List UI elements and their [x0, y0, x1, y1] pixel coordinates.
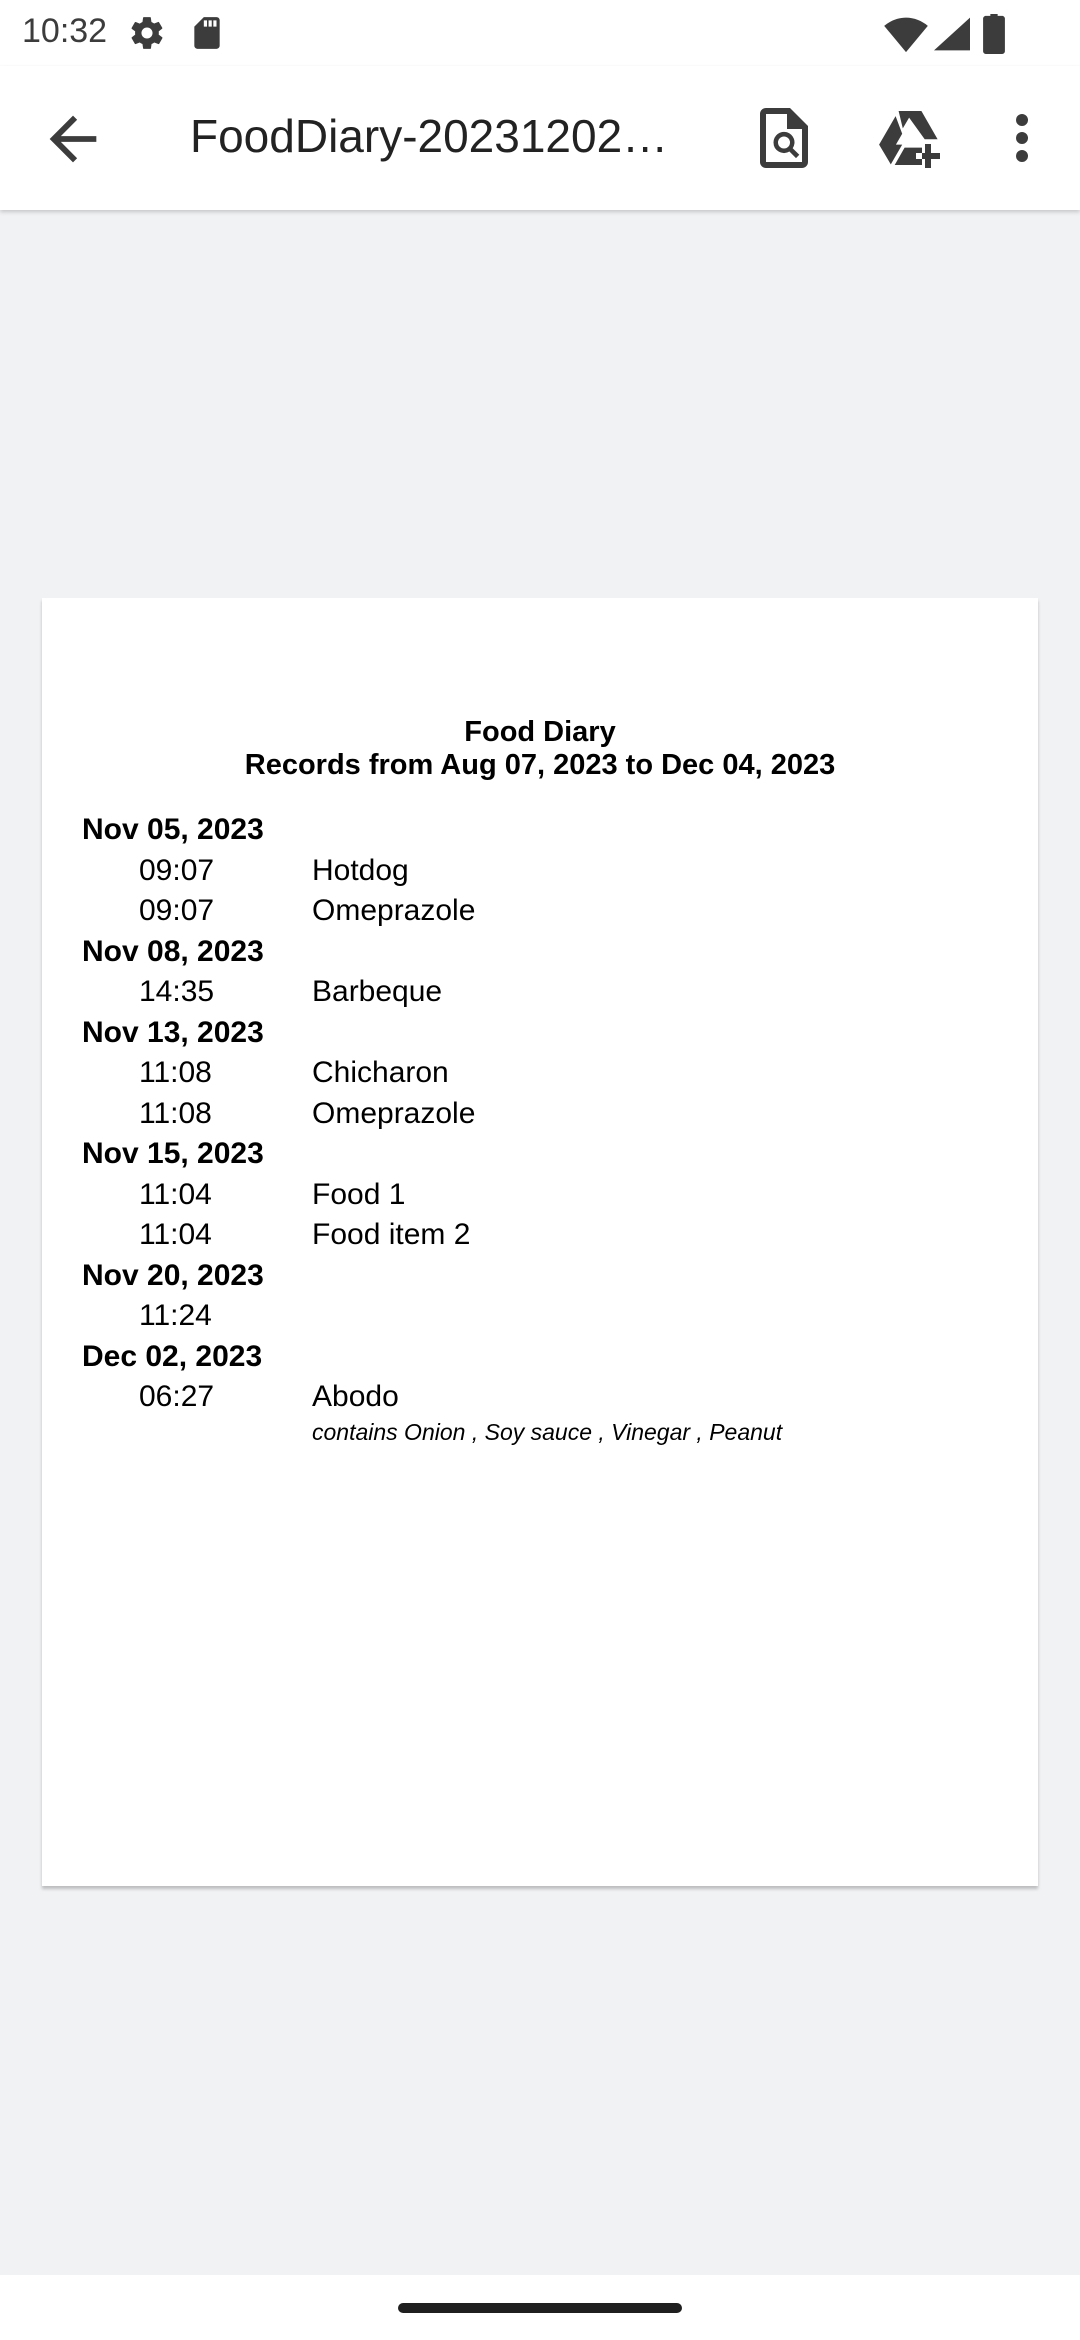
cell-signal-icon: [934, 14, 970, 54]
entry-time: 14:35: [139, 975, 215, 1008]
app-bar: [0, 66, 1080, 210]
save-to-drive-button[interactable]: [874, 102, 946, 174]
find-in-page-icon: [748, 102, 820, 174]
entry-time: 11:08: [139, 1096, 212, 1130]
home-gesture-handle[interactable]: [398, 2303, 682, 2313]
status-time: 10:32: [22, 12, 108, 50]
day-header: Nov 05, 2023: [82, 813, 264, 846]
day-header: Dec 02, 2023: [82, 1339, 263, 1373]
entry-ingredients: contains Onion , Soy sauce , Vinegar , Peanut: [312, 1418, 783, 1445]
entry-item: Abodo: [312, 1380, 399, 1413]
entry-time: 11:04: [139, 1177, 212, 1211]
pdf-viewer[interactable]: [0, 210, 1080, 2275]
entry-time: 09:07: [139, 894, 215, 927]
entry-item: Omeprazole: [312, 894, 476, 927]
entry-item: Food item 2: [312, 1218, 471, 1251]
diary-entry: [82, 972, 1002, 1013]
entry-time: 11:04: [139, 1218, 212, 1251]
diary-entry: [82, 851, 1002, 892]
entry-time: 06:27: [139, 1380, 215, 1413]
more-vert-icon: [986, 102, 1058, 174]
entry-time: 11:08: [139, 1056, 212, 1089]
report-title: Food Diary: [464, 716, 616, 748]
entry-item: Barbeque: [312, 975, 443, 1008]
entry-time: 09:07: [139, 853, 215, 887]
entry-item: Food 1: [312, 1177, 406, 1211]
pdf-page: [42, 598, 1038, 1886]
day-header: Nov 08, 2023: [82, 934, 264, 968]
day-header: Nov 20, 2023: [82, 1258, 264, 1292]
diary-entry: [82, 1175, 1002, 1216]
diary-entry: [82, 891, 1002, 932]
battery-icon: [982, 14, 1006, 54]
day-header: Nov 13, 2023: [82, 1015, 264, 1049]
entry-item: Hotdog: [312, 853, 409, 887]
navigation-bar: [0, 2275, 1080, 2340]
status-bar: [0, 0, 1080, 66]
sd-card-icon: [188, 14, 226, 52]
more-options-button[interactable]: [986, 102, 1058, 174]
arrow-back-icon: [38, 104, 108, 174]
document-title: FoodDiary-20231202…: [190, 110, 669, 162]
back-button[interactable]: [38, 104, 108, 174]
entry-item: Omeprazole: [312, 1096, 476, 1130]
find-in-page-button[interactable]: [748, 102, 820, 174]
diary-entry: [82, 1296, 1002, 1337]
report-date-range: Records from Aug 07, 2023 to Dec 04, 2023: [244, 749, 836, 781]
settings-gear-icon: [128, 14, 166, 52]
entry-time: 11:24: [139, 1299, 212, 1332]
wifi-icon: [884, 14, 928, 54]
save-to-drive-icon: [874, 102, 946, 174]
day-header: Nov 15, 2023: [82, 1137, 264, 1170]
diary-entry: [82, 1094, 1002, 1135]
diary-entries: [82, 810, 1002, 1450]
diary-entry: [82, 1053, 1002, 1094]
entry-item: Chicharon: [312, 1056, 449, 1089]
diary-entry: [82, 1377, 1002, 1418]
diary-entry: [82, 1215, 1002, 1256]
